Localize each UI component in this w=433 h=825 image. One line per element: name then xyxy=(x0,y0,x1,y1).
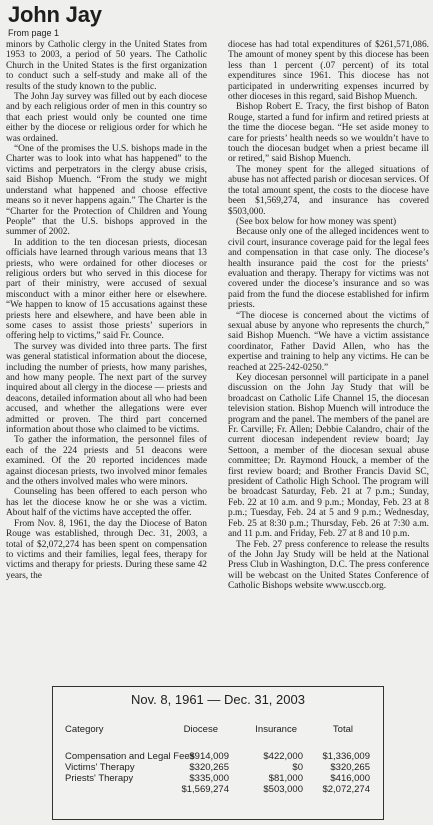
continued-from-label: From page 1 xyxy=(8,28,60,38)
paragraph: The money spent for the alleged situations of abuse has not affected parish or diocesan services. Of the total amount spent, the costs to the diocese have been $1,569,274, and insurance has covered $503,000. xyxy=(228,164,429,217)
article-title: John Jay xyxy=(8,2,102,27)
box-reference-note: (See box below for how money was spent) xyxy=(236,216,397,227)
column-header-insurance: Insurance xyxy=(255,724,297,735)
diocese-cell: $914,009 xyxy=(189,751,229,762)
category-cell: Victims' Therapy xyxy=(65,762,135,773)
paragraph: diocese has had total expenditures of $261,571,086. The amount of money spent by this diocese has been less than 1 percent (.07 percent) of its total expenditures since 1961. This diocese has not participated in underwriting expenses incurred by other dioceses in this regard, said Bishop Muench. xyxy=(228,40,429,103)
paragraph: In addition to the ten diocesan priests, diocesan officials have learned through various means that 13 priests, who were ordained for other dioceses or religious orders but who served in this diocese for part of their ministry, were accused of sexual misconduct with a minor either here or elsewhere. “We happen to know of 15 accusations against these priests here and elsewhere, and have been able in some cases to assist those priests’ superiors in offering help to victims,” said Fr. Counce. xyxy=(6,237,207,342)
paragraph: The John Jay survey was filled out by each diocese and by each religious order of men in this country so that each priest would only be counted one time either by the diocese or religious order for which he was ordained. xyxy=(6,92,207,144)
column-header-diocese: Diocese xyxy=(183,724,218,735)
column-header-total: Total xyxy=(332,724,353,735)
total-cell: $1,336,009 xyxy=(322,751,370,762)
spending-box-title: Nov. 8, 1961 — Dec. 31, 2003 xyxy=(131,692,305,707)
paragraph: “The diocese is concerned about the victims of sexual abuse by anyone who represents the church,” said Bishop Muench. “We have a victim assistance coordinator, Father David Allen, who has the expertise and training to help any victims. He can be reached at 225-242-0250.” xyxy=(228,310,429,373)
grand-total-cell: $2,072,274 xyxy=(322,784,370,795)
paragraph: Key diocesan personnel will participate in a panel discussion on the John Jay Study that will be broadcast on Catholic Life Channel 15, the diocesan television station. Bishop Muench will introduce the program and the panel. The members of the panel are Fr. Carville; Fr. Allen; Debbie Calandro, chair of the current diocesan independent review board; Jay Settoon, a member of the diocesan sexual abuse committee; Dr. Raymond Houck, a member of the first review board; and Brother Francis David SC, president of Catholic High School. The program will be broadcast Saturday, Feb. 21 at 7 p.m.; Sunday, Feb. 22 at 10 a.m. and 9 p.m.; Monday, Feb. 23 at 8 p.m.; Tuesday, Feb. 24 at 5 and 9 p.m.; Wednesday, Feb. 25 at 8:30 p.m.; Thursday, Feb. 26 at 7:30 a.m. and 11 p.m. and Friday, Feb. 27 at 8 and 10 p.m. xyxy=(228,373,429,540)
left-text-column xyxy=(6,40,207,581)
diocese-cell: $320,265 xyxy=(189,762,229,773)
paragraph: From Nov. 8, 1961, the day the Diocese of Baton Rouge was established, through Dec. 31, 2003, a total of $2,072,274 has been spent on compensation to victims and their families, legal fees, therapy for victims and therapy for priests. During these same 42 years, the xyxy=(6,518,207,581)
paragraph: minors by Catholic clergy in the United States from 1953 to 2003, a period of 50 years. The Catholic Church in the United States is the first organization to conduct such a self-study and make all of the results of the study known to the public. xyxy=(6,40,207,92)
paragraph: “One of the promises the U.S. bishops made in the Charter was to look into what has happened” to the victims and perpetrators in the clergy abuse crisis, said Bishop Muench. “From the study we might understand what happened and choose effective means so it never happens again.” The Charter is the “Charter for the Protection of Children and Young People” that the U.S. bishops approved in the summer of 2002. xyxy=(6,144,207,238)
insurance-total-cell: $503,000 xyxy=(263,784,303,795)
category-cell: Priests' Therapy xyxy=(65,773,134,784)
table-row xyxy=(53,751,383,762)
paragraph: Bishop Robert E. Tracy, the first bishop of Baton Rouge, started a fund for infirm and retired priests at the time the diocese began. “He set aside money to care for priests’ health needs so we wouldn’t have to touch the diocesan budget when a priest became ill or retired,” said Bishop Muench. xyxy=(228,102,429,165)
table-row xyxy=(53,773,383,784)
insurance-cell: $0 xyxy=(292,762,303,773)
table-row xyxy=(53,762,383,773)
right-text-column xyxy=(228,40,429,592)
paragraph: The Feb. 27 press conference to release the results of the John Jay Study will be held at the National Press Club in Washington, D.C. The press conference will be webcast on the United States Conference of Catholic Bishops website www.usccb.org. xyxy=(228,539,429,592)
paragraph: Counseling has been offered to each person who has let the diocese know he or she was a victim. About half of the victims have accepted the offer. xyxy=(6,487,207,519)
paragraph: The survey was divided into three parts. The first was general statistical information about the diocese, including the number of priests, how many parishes, and how many people. The next part of the survey inquired about all clergy in the diocese — priests and deacons, detailed information about all who had been accused, and whether the allegations were ever admitted or proven. The third part concerned information about those who claimed to be victims. xyxy=(6,341,207,436)
article-header xyxy=(8,2,102,39)
paragraph: To gather the information, the personnel files of each of the 224 priests and 51 deacons were examined. Of the 20 reported incidences made against diocesan priests, two involved minor females and the others involved males who were minors. xyxy=(6,435,207,488)
diocese-cell: $335,000 xyxy=(189,773,229,784)
total-cell: $320,265 xyxy=(330,762,370,773)
column-header-category: Category xyxy=(65,724,104,735)
spending-summary-box xyxy=(52,686,384,820)
spending-table-header-row xyxy=(53,724,383,735)
total-cell: $416,000 xyxy=(330,773,370,784)
paragraph: Because only one of the alleged incidences went to civil court, insurance coverage paid for the legal fees and compensation in that case only. The diocese’s health insurance paid the cost for the priests’ evaluation and therapy. Therapy for victims was not covered under the diocese’s insurance and so was paid from the fund the diocese established for infirm priests. xyxy=(228,227,429,311)
table-totals-row xyxy=(53,784,383,795)
category-cell: Compensation and Legal Fees xyxy=(65,751,195,762)
insurance-cell: $81,000 xyxy=(268,773,303,784)
insurance-cell: $422,000 xyxy=(263,751,303,762)
diocese-total-cell: $1,569,274 xyxy=(181,784,229,795)
